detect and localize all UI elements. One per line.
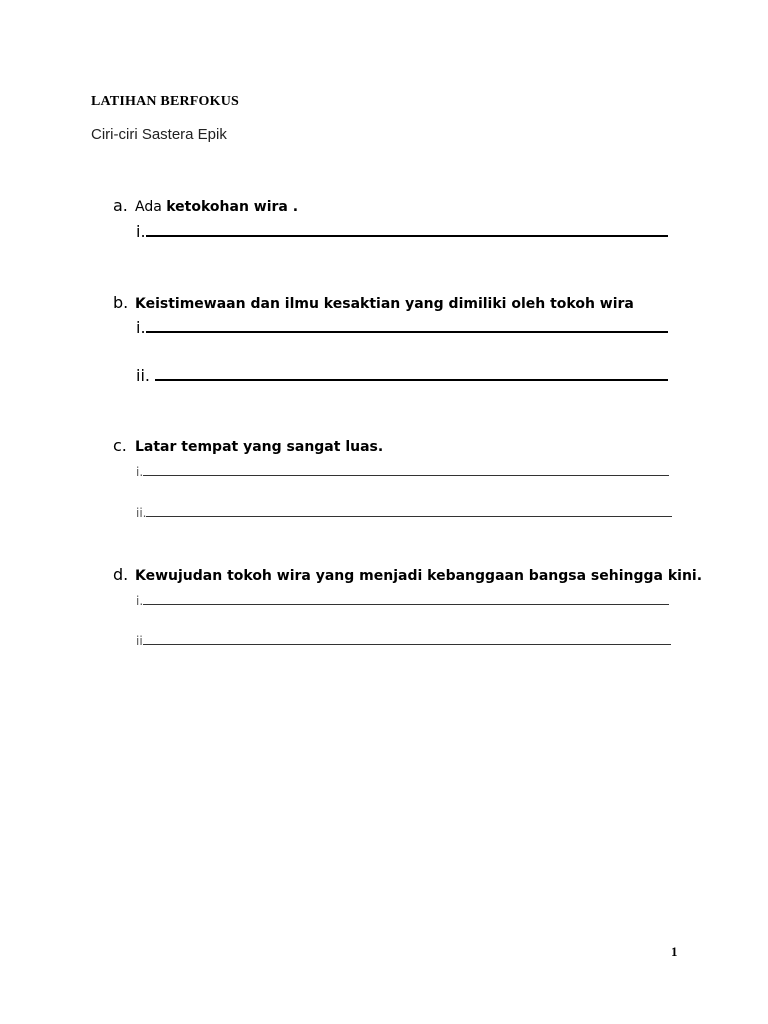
question-marker: d. <box>113 565 129 584</box>
question-marker: c. <box>113 436 127 455</box>
answer-line-d-ii[interactable] <box>136 630 671 649</box>
question-text-bold: ketokohan wira . <box>166 199 299 215</box>
page-number: 1 <box>671 944 678 959</box>
answer-line-c-ii[interactable] <box>136 502 672 521</box>
question-text: Kewujudan tokoh wira yang menjadi kebanggaan bangsa sehingga kini. <box>135 568 703 584</box>
question-a <box>113 196 298 215</box>
answer-label: i. <box>136 594 144 608</box>
answer-label: ii <box>136 634 143 648</box>
question-marker: b. <box>113 293 129 312</box>
worksheet-title: LATIHAN BERFOKUS <box>91 94 240 109</box>
answer-label: i. <box>136 465 144 479</box>
question-text-plain: Ada <box>135 199 167 215</box>
worksheet-subtitle: Ciri-ciri Sastera Epik <box>91 126 227 143</box>
question-b <box>113 293 634 312</box>
answer-blank[interactable] <box>155 379 668 381</box>
answer-blank[interactable] <box>143 475 669 476</box>
question-text <box>135 199 298 215</box>
answer-label: i. <box>136 318 146 337</box>
answer-label: ii. <box>136 506 147 520</box>
answer-blank[interactable] <box>143 604 669 605</box>
answer-blank[interactable] <box>146 516 672 517</box>
question-c <box>113 436 383 455</box>
question-text: Keistimewaan dan ilmu kesaktian yang dimiliki oleh tokoh wira <box>135 296 634 312</box>
answer-line-d-i[interactable] <box>136 590 669 609</box>
answer-blank[interactable] <box>146 331 668 333</box>
answer-line-b-ii[interactable] <box>136 366 668 385</box>
answer-line-a-i[interactable] <box>136 222 668 241</box>
question-marker: a. <box>113 196 128 215</box>
question-text: Latar tempat yang sangat luas. <box>135 439 384 455</box>
answer-blank[interactable] <box>143 644 671 645</box>
answer-blank[interactable] <box>146 235 668 237</box>
answer-label: i. <box>136 222 146 241</box>
answer-line-b-i[interactable] <box>136 318 668 337</box>
answer-line-c-i[interactable] <box>136 461 669 480</box>
answer-label: ii. <box>136 366 156 385</box>
question-d <box>113 565 702 584</box>
